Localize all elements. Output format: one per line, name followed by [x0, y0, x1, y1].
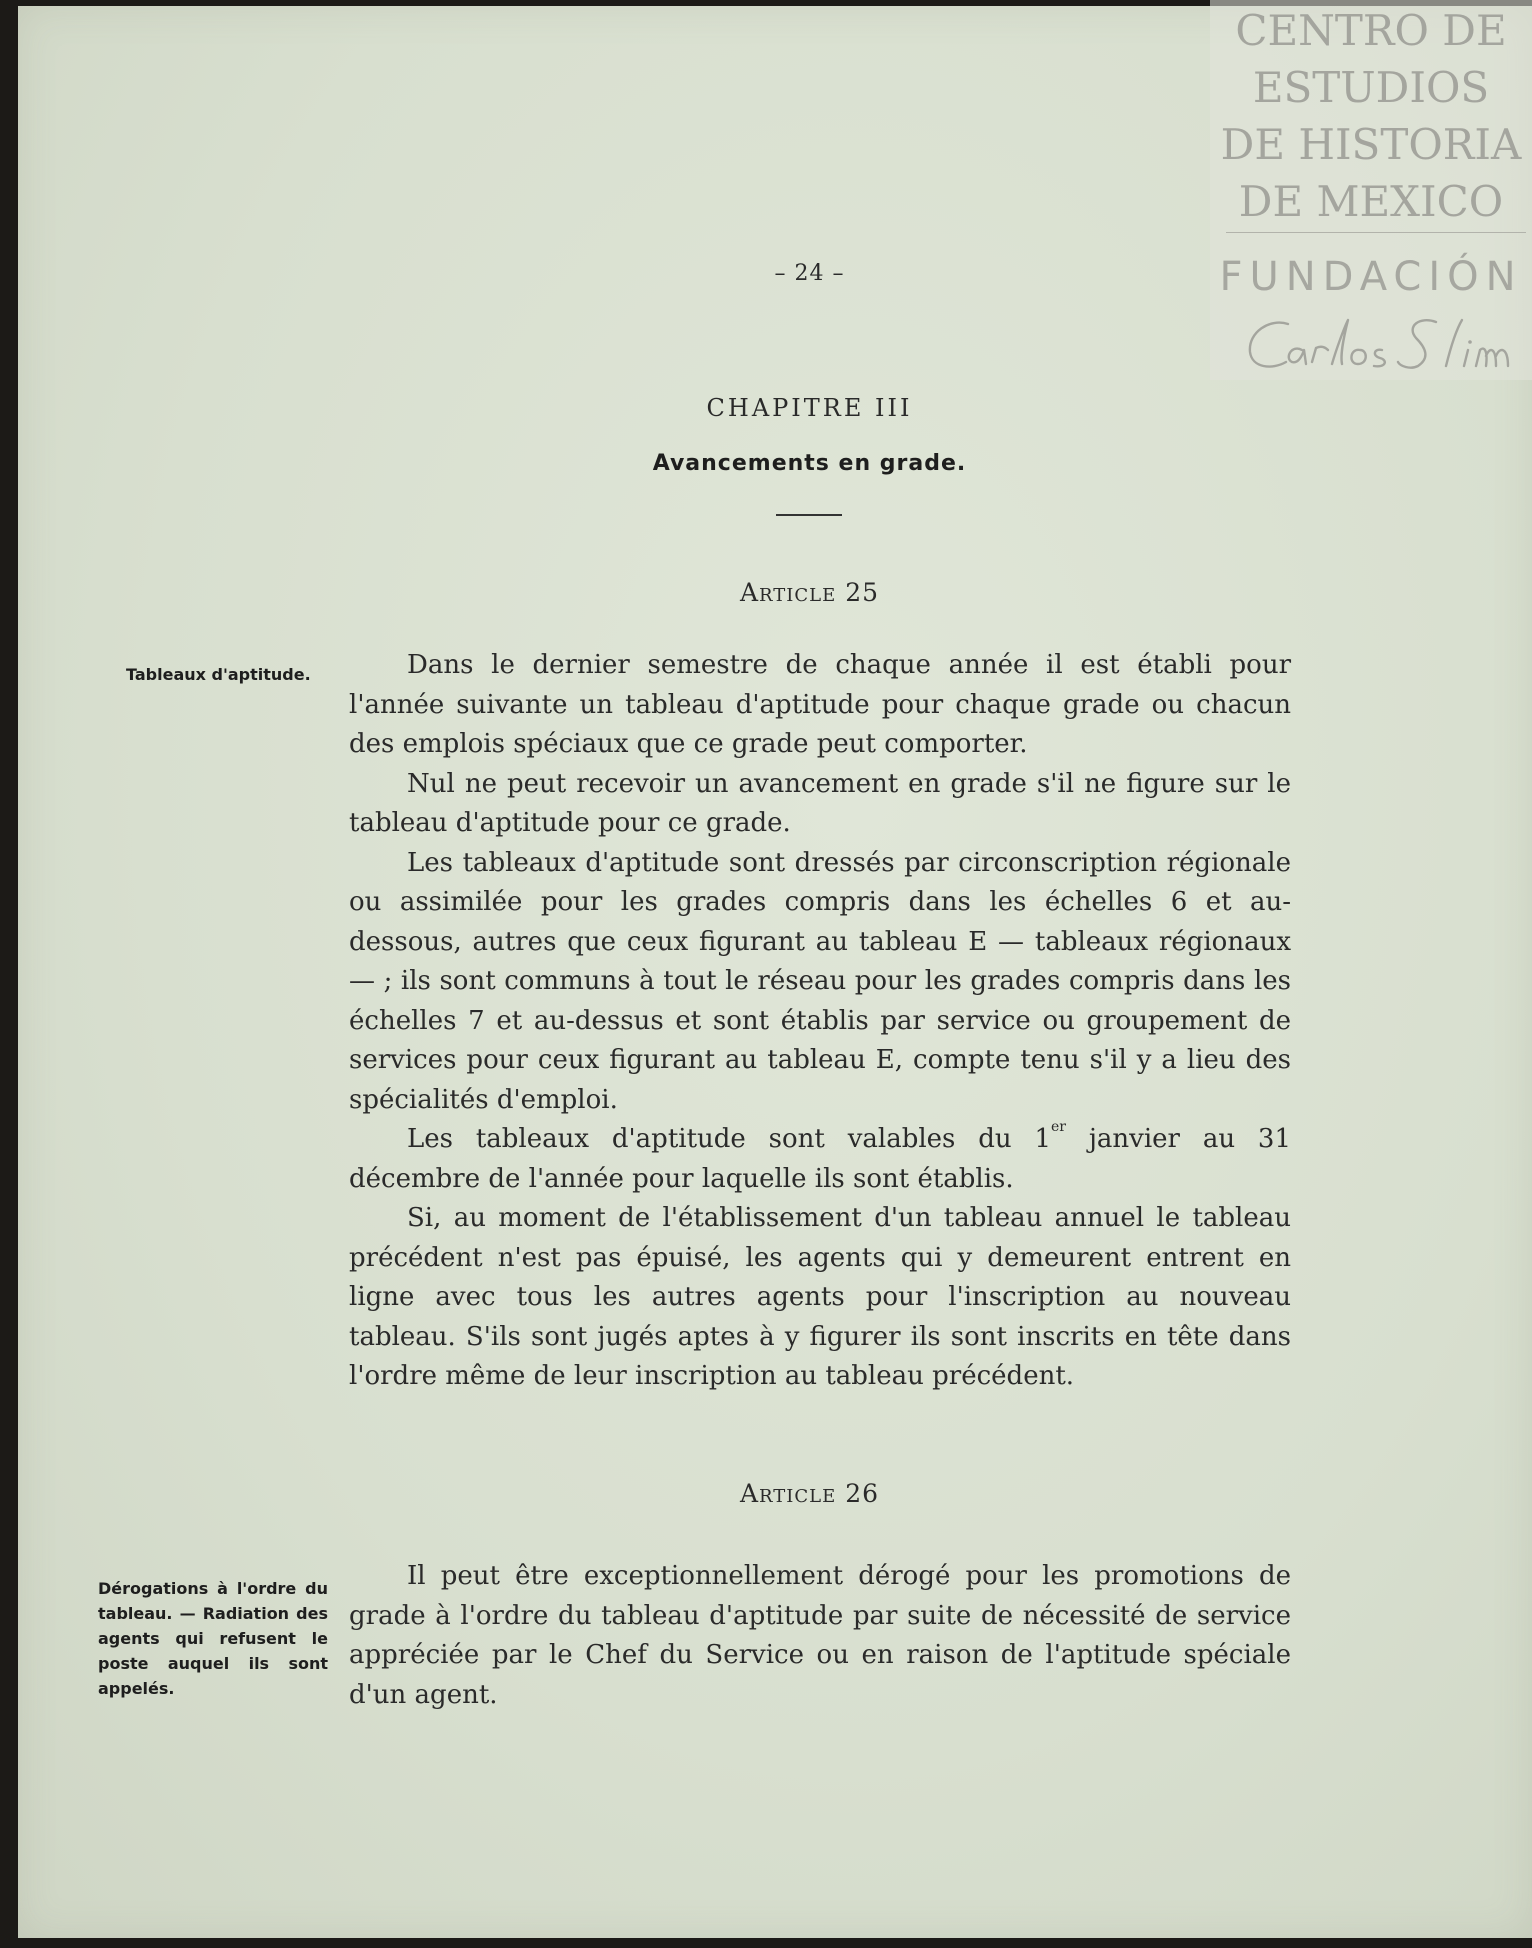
article-25-paragraph-2: Nul ne peut recevoir un avancement en grade s'il ne figure sur le tableau d'aptitude pour ce grade. — [349, 768, 1291, 838]
archive-watermark — [1210, 0, 1532, 380]
watermark-line-4: DE MEXICO — [1238, 177, 1504, 226]
watermark-line-2: ESTUDIOS — [1252, 63, 1490, 112]
article-25-paragraph-1: Dans le dernier semestre de chaque année il est établi pour l'année suivante un tableau d'aptitude pour chaque grade ou chacun des emplois spéciaux que ce grade peut comporter. — [349, 650, 1291, 759]
article-25-paragraph-4 — [349, 1120, 1291, 1199]
article-25-heading: Article 25 — [739, 578, 880, 607]
watermark-line-3: DE HISTORIA — [1220, 120, 1522, 169]
article-26-margin-note: Dérogations à l'ordre du tableau. — Radiation des agents qui refusent le poste auquel ils sont appelés. — [98, 1579, 328, 1698]
article-26-body — [349, 1557, 1291, 1715]
watermark-foundation: FUNDACIÓN — [1219, 254, 1523, 300]
article-25-body — [349, 646, 1291, 1397]
watermark-line-1: CENTRO DE — [1235, 6, 1507, 55]
chapter-title: CHAPITRE III — [706, 394, 913, 422]
article-25-paragraph-5: Si, au moment de l'établissement d'un tableau annuel le tableau précédent n'est pas épuisé, les agents qui y demeurent entrent en ligne avec tous les autres agents pour l'inscription au nouveau tableau. S'ils sont jugés aptes à y figurer ils sont inscrits en tête dans l'ordre même de leur inscription au tableau précédent. — [349, 1203, 1291, 1391]
ordinal-superscript: er — [1051, 1119, 1066, 1135]
chapter-subtitle: Avancements en grade. — [652, 451, 967, 476]
article-26-heading: Article 26 — [739, 1479, 880, 1508]
chapter-divider — [776, 514, 842, 516]
article-25-paragraph-4-start: Les tableaux d'aptitude sont valables du 1 — [407, 1124, 1052, 1154]
watermark-divider — [1226, 232, 1526, 233]
article-25-margin-note: Tableaux d'aptitude. — [126, 665, 311, 684]
article-26-paragraph-1: Il peut être exceptionnellement dérogé pour les promotions de grade à l'ordre du tableau d'aptitude par suite de nécessité de service appréciée par le Chef du Service ou en raison de l'aptitude spéciale d'un agent. — [349, 1561, 1291, 1710]
article-25-paragraph-3: Les tableaux d'aptitude sont dressés par circonscription régionale ou assimilée pour les grades compris dans les échelles 6 et au-dessous, autres que ceux figurant au tableau E — tableaux régionaux — ; ils sont communs à tout le réseau pour les grades compris dans les échelles 7 et au-dessus et sont établis par service ou groupement de services pour ceux figurant au tableau E, compte tenu s'il y a lieu des spécialités d'emploi. — [349, 847, 1291, 1115]
article-25-paragraph-4-end: janvier au 31 décembre de l'année pour laquelle ils sont établis. — [349, 1124, 1291, 1194]
page-number: – 24 – — [774, 261, 845, 286]
signature-logo-icon — [1240, 310, 1520, 380]
